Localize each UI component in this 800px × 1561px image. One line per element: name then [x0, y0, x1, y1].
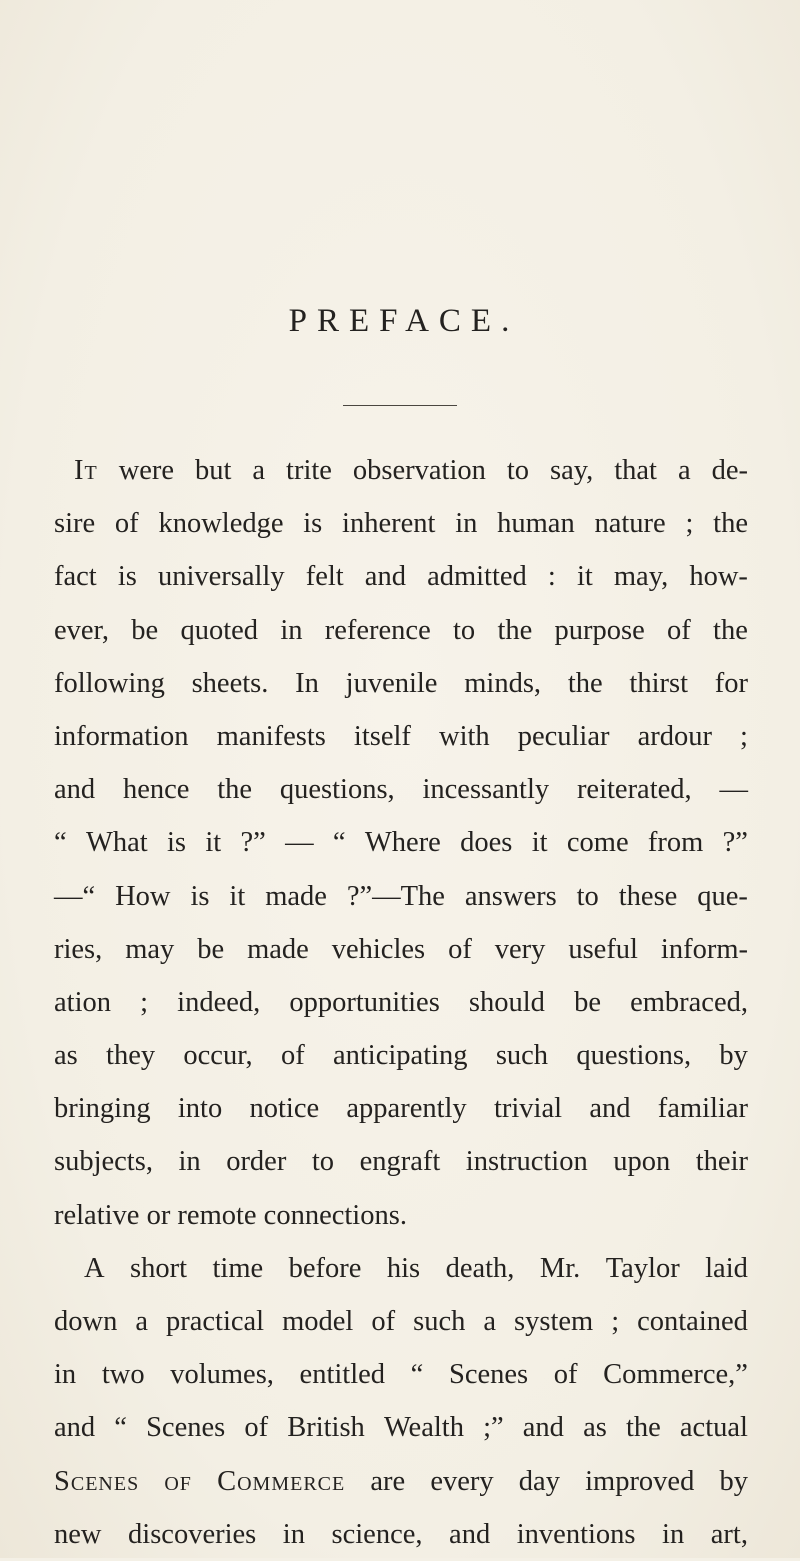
word: questions, — [576, 1040, 692, 1072]
text-line — [54, 1242, 748, 1295]
word: embraced, — [630, 986, 748, 1018]
word: his — [386, 1252, 421, 1284]
word: for — [714, 667, 748, 699]
word: made — [247, 933, 309, 965]
word: que- — [697, 880, 748, 912]
word: of — [114, 508, 139, 540]
word: but — [195, 455, 232, 486]
word: does — [460, 827, 513, 859]
word: by — [719, 1465, 748, 1497]
word: in — [662, 1518, 685, 1550]
word: down — [54, 1306, 118, 1337]
word: of — [371, 1306, 396, 1337]
word: quoted — [180, 614, 259, 646]
word: be — [131, 614, 159, 646]
word: made — [265, 880, 327, 912]
word: ;” — [483, 1412, 504, 1444]
word: the — [713, 614, 748, 646]
word: of — [448, 933, 472, 965]
word: Scenes — [54, 1465, 140, 1497]
word: with — [438, 720, 490, 752]
word: trite — [286, 455, 332, 486]
word: subjects, — [54, 1146, 153, 1178]
word: Commerce,” — [603, 1359, 748, 1391]
word: anticipating — [332, 1040, 468, 1072]
word: science, — [331, 1518, 423, 1550]
word: Mr. — [539, 1252, 581, 1284]
word: day — [518, 1465, 560, 1497]
word: art, — [710, 1518, 748, 1550]
word: trivial — [493, 1093, 563, 1125]
word: ?” — [722, 827, 748, 859]
word: itself — [353, 720, 411, 752]
word: were — [118, 455, 175, 486]
text-line — [54, 1401, 748, 1454]
word: ever, — [54, 614, 110, 646]
word: universally — [157, 561, 285, 593]
word: “ — [410, 1359, 424, 1391]
word: to — [576, 880, 599, 912]
word: in — [178, 1146, 201, 1178]
text-line: relative or remote connections. — [54, 1199, 407, 1231]
word: of — [667, 614, 691, 646]
word: improved — [585, 1465, 695, 1497]
word: information — [54, 720, 189, 752]
text-line — [54, 710, 748, 763]
text-line — [54, 497, 748, 550]
word: such — [413, 1306, 466, 1337]
word: opportunities — [289, 986, 440, 1018]
word: time — [212, 1252, 264, 1284]
word: and — [364, 561, 406, 593]
word: peculiar — [517, 720, 610, 752]
word: a — [483, 1306, 497, 1337]
word: What — [85, 827, 148, 859]
word: and — [54, 774, 96, 806]
word: is — [190, 880, 210, 912]
word: in — [280, 614, 303, 646]
word: contained — [637, 1306, 748, 1337]
word: it — [576, 561, 593, 593]
word: model — [282, 1306, 354, 1337]
word: notice — [249, 1093, 320, 1125]
word: “ — [114, 1412, 127, 1444]
word: reference — [324, 614, 431, 646]
text-line — [54, 870, 748, 923]
word: human — [497, 508, 575, 540]
word: ; — [140, 986, 149, 1018]
word: felt — [305, 561, 344, 593]
word: every — [430, 1465, 494, 1497]
word: is — [117, 561, 137, 593]
word: following — [54, 667, 165, 699]
word: sire — [54, 508, 96, 540]
word: come — [566, 827, 629, 859]
preface-body — [54, 444, 748, 1561]
word: very — [494, 933, 546, 965]
word: actual — [679, 1412, 748, 1444]
word: practical — [166, 1306, 265, 1337]
word: inventions — [516, 1518, 636, 1550]
word: entitled — [299, 1359, 386, 1391]
word: and — [54, 1412, 96, 1444]
word: from — [647, 827, 704, 859]
word: be — [197, 933, 225, 965]
word: apparently — [346, 1093, 467, 1125]
word: engraft — [359, 1146, 441, 1178]
word: instruction — [465, 1146, 588, 1178]
word: occur, — [183, 1040, 253, 1072]
word: ; — [611, 1306, 620, 1337]
text-line — [54, 763, 748, 816]
word: by — [719, 1040, 748, 1072]
word: reiterated, — [576, 774, 692, 806]
word: incessantly — [422, 774, 550, 806]
word: minds, — [464, 667, 542, 699]
word: inherent — [342, 508, 436, 540]
text-line — [54, 1135, 748, 1188]
word: bringing — [54, 1093, 151, 1125]
word: ation — [54, 986, 111, 1018]
word: it — [531, 827, 548, 859]
word: thirst — [629, 667, 688, 699]
word: British — [287, 1412, 365, 1444]
word: hence — [122, 774, 190, 806]
word: in — [282, 1518, 305, 1550]
word: is — [303, 508, 323, 540]
word: into — [177, 1093, 223, 1125]
word: —“ — [54, 880, 96, 912]
word: indeed, — [177, 986, 261, 1018]
word: as — [583, 1412, 607, 1444]
word: new — [54, 1518, 102, 1550]
word: manifests — [216, 720, 326, 752]
word: death, — [445, 1252, 515, 1284]
text-line — [54, 976, 748, 1029]
word: may — [125, 933, 175, 965]
word: in — [455, 508, 478, 540]
text-line — [54, 657, 748, 710]
word: It — [74, 455, 98, 486]
word: system — [514, 1306, 594, 1337]
word: in — [54, 1359, 77, 1391]
word: ardour — [637, 720, 712, 752]
word: questions, — [279, 774, 395, 806]
word: Commerce — [217, 1465, 346, 1497]
word: and — [522, 1412, 564, 1444]
word: and — [589, 1093, 631, 1125]
word: — — [285, 827, 314, 859]
word: ?” — [240, 827, 266, 859]
text-line — [54, 550, 748, 603]
word: be — [574, 986, 601, 1018]
word: it — [229, 880, 246, 912]
word: may, — [613, 561, 669, 593]
text-line — [54, 444, 748, 497]
word: is — [167, 827, 187, 859]
word: upon — [613, 1146, 671, 1178]
word: familiar — [657, 1093, 748, 1125]
word: it — [205, 827, 222, 859]
word: sheets. — [191, 667, 269, 699]
word: “ — [54, 827, 67, 859]
word: that — [614, 455, 657, 486]
word: knowledge — [158, 508, 284, 540]
word: of — [244, 1412, 269, 1444]
word: observation — [352, 455, 486, 486]
word: of — [280, 1040, 305, 1072]
word: purpose — [554, 614, 645, 646]
word: they — [106, 1040, 156, 1072]
word: : — [547, 561, 556, 593]
word: laid — [705, 1252, 748, 1284]
word: the — [497, 614, 533, 646]
word: ; — [685, 508, 694, 540]
word: their — [695, 1146, 748, 1178]
word: to — [506, 455, 530, 486]
word: admitted — [427, 561, 527, 593]
word: de- — [711, 455, 748, 486]
word: to — [311, 1146, 335, 1178]
word: a — [135, 1306, 148, 1337]
word: the — [713, 508, 748, 540]
word: Taylor — [605, 1252, 680, 1284]
text-line — [54, 816, 748, 869]
text-line — [54, 1029, 748, 1082]
word: juvenile — [345, 667, 438, 699]
word: such — [495, 1040, 549, 1072]
text-line — [54, 1082, 748, 1135]
text-line — [54, 1295, 748, 1348]
text-line — [54, 1348, 748, 1401]
word: Scenes — [448, 1359, 529, 1391]
word: say, — [550, 455, 594, 486]
word: How — [115, 880, 171, 912]
word: before — [288, 1252, 362, 1284]
word: discoveries — [128, 1518, 257, 1550]
text-line — [54, 1455, 748, 1508]
word: a — [252, 455, 266, 486]
word: A — [84, 1252, 105, 1284]
word: two — [101, 1359, 145, 1391]
word: “ — [332, 827, 346, 859]
word: — — [719, 774, 748, 806]
word: these — [618, 880, 678, 912]
word: the — [217, 774, 253, 806]
word: useful — [568, 933, 638, 965]
word: nature — [594, 508, 666, 540]
word: volumes, — [170, 1359, 274, 1391]
word: Wealth — [383, 1412, 464, 1444]
word: the — [567, 667, 603, 699]
word: as — [54, 1040, 78, 1072]
text-line — [54, 604, 748, 657]
word: Scenes — [146, 1412, 226, 1444]
word: Where — [364, 827, 441, 859]
word: how- — [689, 561, 748, 593]
word: to — [453, 614, 476, 646]
text-line — [54, 1508, 748, 1561]
title-divider — [343, 405, 457, 406]
word: a — [677, 455, 691, 486]
page-title: PREFACE. — [288, 303, 520, 339]
word: In — [295, 667, 319, 699]
word: short — [130, 1252, 188, 1284]
word: are — [370, 1465, 406, 1497]
word: ; — [740, 720, 748, 752]
word: fact — [54, 561, 97, 593]
word: and — [449, 1518, 491, 1550]
word: inform- — [660, 933, 748, 965]
word: of — [164, 1465, 192, 1497]
text-line — [54, 923, 748, 976]
word: of — [553, 1359, 578, 1391]
word: answers — [464, 880, 557, 912]
word: order — [226, 1146, 287, 1178]
word: ries, — [54, 933, 103, 965]
word: ?”—The — [346, 880, 445, 912]
word: should — [468, 986, 545, 1018]
word: vehicles — [331, 933, 426, 965]
word: the — [625, 1412, 661, 1444]
